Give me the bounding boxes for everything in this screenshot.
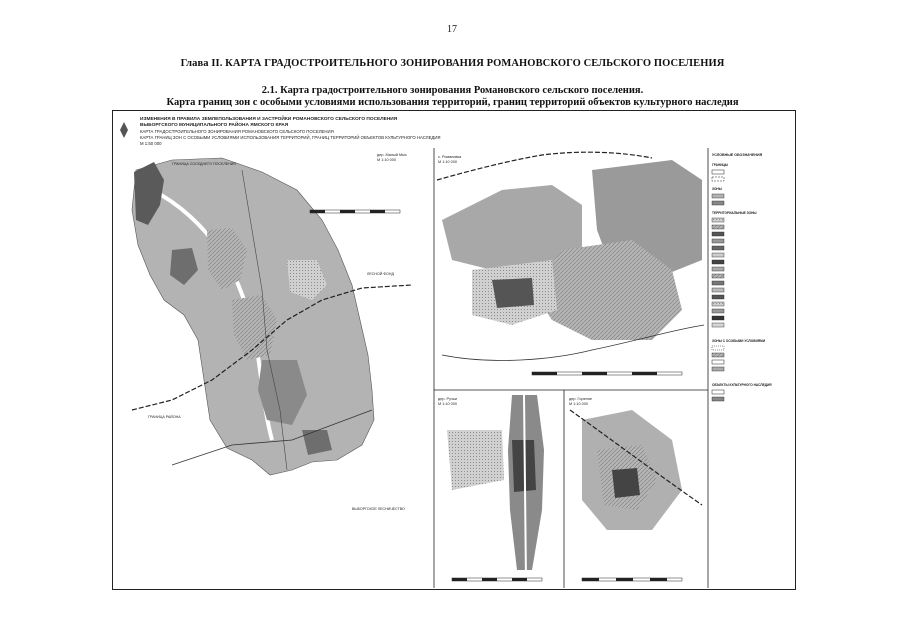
inset1-name: дер. Малый Мыс — [377, 153, 407, 157]
legend-swatch — [712, 218, 724, 222]
map-header-line1: ИЗМЕНЕНИЯ В ПРАВИЛА ЗЕМЛЕПОЛЬЗОВАНИЯ И ЗАСТРОЙКИ РОМАНОВСКОГО СЕЛЬСКОГО ПОСЕЛЕНИЯ — [140, 117, 398, 122]
zoning-map-sheet — [112, 110, 796, 590]
public-zone — [492, 278, 534, 308]
legend-swatch — [712, 323, 724, 327]
legend-title: УСЛОВНЫЕ ОБОЗНАЧЕНИЯ — [712, 153, 763, 157]
label-forest-fund: ЛЕСНОЙ ФОНД — [367, 272, 394, 276]
label-neighbor-boundary: ГРАНИЦА СОСЕДНЕГО ПОСЕЛЕНИЯ — [172, 162, 236, 166]
inset1-scale: М 1:10 000 — [377, 158, 396, 162]
zoning-map — [112, 110, 796, 590]
legend-swatch — [712, 194, 724, 198]
inset3-scale: М 1:10 000 — [438, 402, 457, 406]
main-scale-bar — [310, 210, 400, 213]
inset2-scale-bar — [532, 372, 682, 375]
legend-swatch — [712, 170, 724, 174]
inset3-scale-bar — [452, 578, 542, 581]
legend-swatch — [712, 390, 724, 394]
legend-swatch — [712, 225, 724, 229]
chapter-title: Глава II. КАРТА ГРАДОСТРОИТЕЛЬНОГО ЗОНИРОВАНИЯ РОМАНОВСКОГО СЕЛЬСКОГО ПОСЕЛЕНИЯ — [180, 58, 725, 69]
legend-section-special: ЗОНЫ С ОСОБЫМИ УСЛОВИЯМИ — [712, 339, 766, 343]
legend-section-heritage: ОБЪЕКТЫ КУЛЬТУРНОГО НАСЛЕДИЯ — [712, 383, 772, 387]
legend-swatch — [712, 201, 724, 205]
inset3-name: дер. Ручьи — [438, 397, 458, 401]
legend-swatch — [712, 239, 724, 243]
legend-swatch — [712, 232, 724, 236]
inset3-residential — [447, 430, 504, 490]
legend-section-boundaries: ГРАНИЦЫ — [712, 163, 728, 167]
inset4-scale-bar — [582, 578, 682, 581]
legend-swatch — [712, 177, 724, 181]
legend-swatch — [712, 360, 724, 364]
legend-swatch — [712, 253, 724, 257]
map-title-line1: КАРТА ГРАДОСТРОИТЕЛЬНОГО ЗОНИРОВАНИЯ РОМАНОВСКОГО СЕЛЬСКОГО ПОСЕЛЕНИЯ — [140, 129, 334, 134]
inset4-name: дер. Горелое — [569, 397, 593, 401]
legend-swatch — [712, 281, 724, 285]
legend-swatch — [712, 302, 724, 306]
legend-section-zones: ЗОНЫ — [712, 187, 722, 191]
map-header-line2: ВЫБОРГСКОГО МУНИЦИПАЛЬНОГО РАЙОНА ЯМСКОГО КРАЯ — [140, 123, 289, 128]
legend-swatch — [712, 346, 724, 350]
section-title: 2.1. Карта градостроительного зонирования Романовского сельского поселения. — [261, 85, 644, 96]
legend-swatch — [712, 309, 724, 313]
page-number: 17 — [447, 24, 457, 35]
section-subtitle: Карта границ зон с особыми условиями использования территорий, границ территорий объектов культурного наследия — [166, 97, 739, 108]
legend-swatch — [712, 267, 724, 271]
inset4-zone-dark — [612, 468, 640, 498]
legend-section-territorial: ТЕРРИТОРИАЛЬНЫЕ ЗОНЫ — [712, 211, 757, 215]
legend-swatch — [712, 367, 724, 371]
main-scale-label: М 1:50 000 — [140, 141, 162, 146]
legend-swatch — [712, 246, 724, 250]
legend-swatch — [712, 397, 724, 401]
legend-swatch — [712, 260, 724, 264]
inset2-name: с. Романовка — [438, 155, 462, 159]
legend-swatch — [712, 288, 724, 292]
legend-swatch — [712, 295, 724, 299]
label-forestry: ВЫБОРГСКОЕ ЛЕСНИЧЕСТВО — [352, 507, 405, 511]
label-district-boundary: ГРАНИЦА РАЙОНА — [148, 415, 181, 419]
legend-swatch — [712, 353, 724, 357]
map-title-line2: КАРТА ГРАНИЦ ЗОН С ОСОБЫМИ УСЛОВИЯМИ ИСПОЛЬЗОВАНИЯ ТЕРРИТОРИЙ, ГРАНИЦ ТЕРРИТОРИЙ ОБЪЕКТОВ КУЛЬТУРНОГО НАСЛЕДИЯ — [140, 135, 441, 140]
legend-swatch — [712, 274, 724, 278]
inset4-scale: М 1:10 000 — [569, 402, 588, 406]
legend-swatch — [712, 316, 724, 320]
inset2-scale: М 1:10 000 — [438, 160, 457, 164]
